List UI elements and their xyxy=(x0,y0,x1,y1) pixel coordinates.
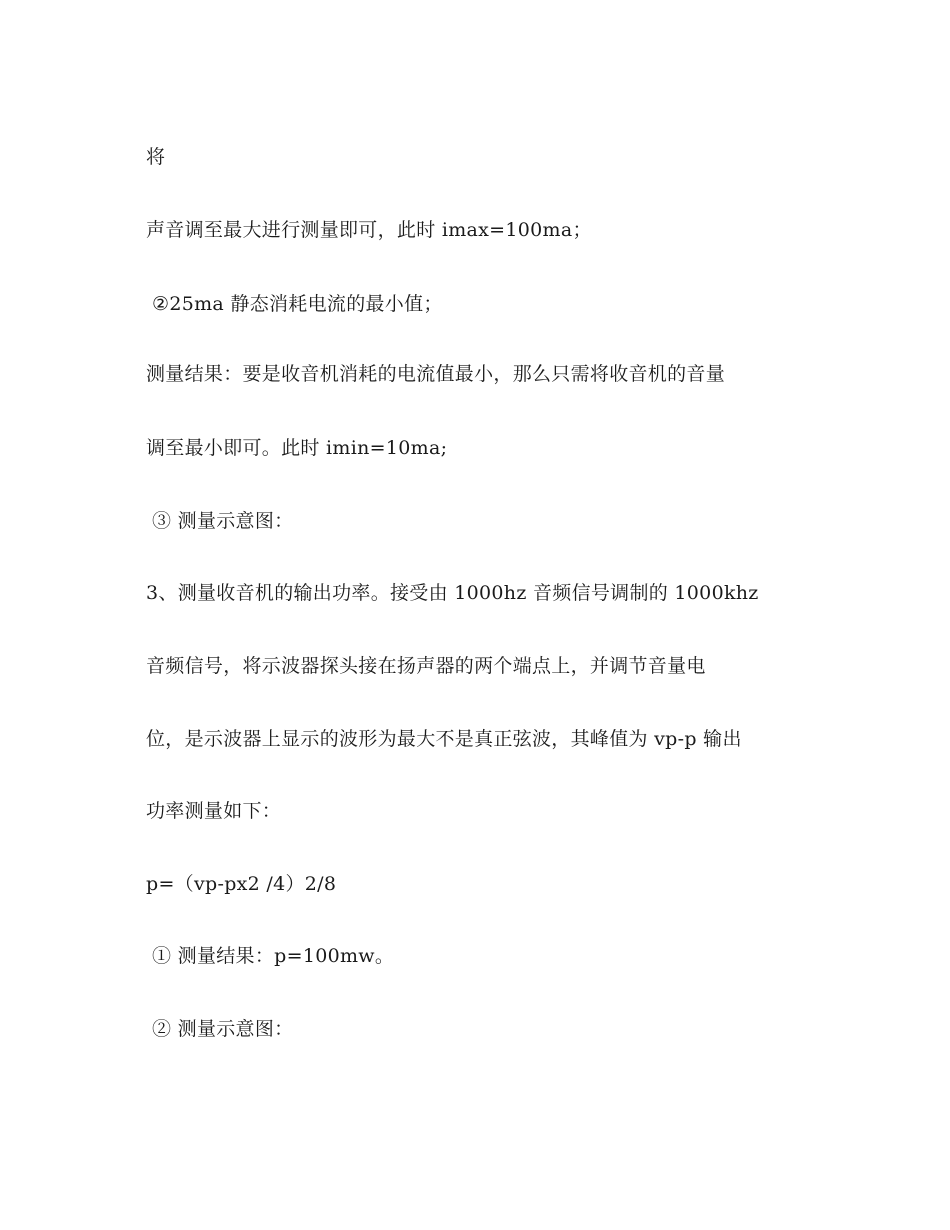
text-line-7: 3、测量收音机的输出功率。接受由 1000hz 音频信号调制的 1000khz xyxy=(146,582,759,604)
text-line-10: 功率测量如下： xyxy=(146,800,282,822)
text-line-4: 测量结果：要是收音机消耗的电流值最小，那么只需将收音机的音量 xyxy=(146,363,726,385)
text-line-6: ③ 测量示意图： xyxy=(152,510,294,532)
text-line-13: ② 测量示意图： xyxy=(152,1018,294,1040)
text-line-12: ① 测量结果：p=100mw。 xyxy=(152,945,395,967)
text-line-8: 音频信号，将示波器探头接在扬声器的两个端点上，并调节音量电 xyxy=(146,655,706,677)
text-line-3: ②25ma 静态消耗电流的最小值； xyxy=(152,293,443,315)
text-line-1: 将 xyxy=(146,146,166,168)
text-line-9: 位，是示波器上显示的波形为最大不是真正弦波，其峰值为 vp-p 输出 xyxy=(146,728,742,750)
text-line-5: 调至最小即可。此时 imin=10ma; xyxy=(146,437,448,459)
formula-line: p=（vp-px2 /4）2/8 xyxy=(146,873,337,895)
text-line-2: 声音调至最大进行测量即可，此时 imax=100ma； xyxy=(146,219,592,241)
